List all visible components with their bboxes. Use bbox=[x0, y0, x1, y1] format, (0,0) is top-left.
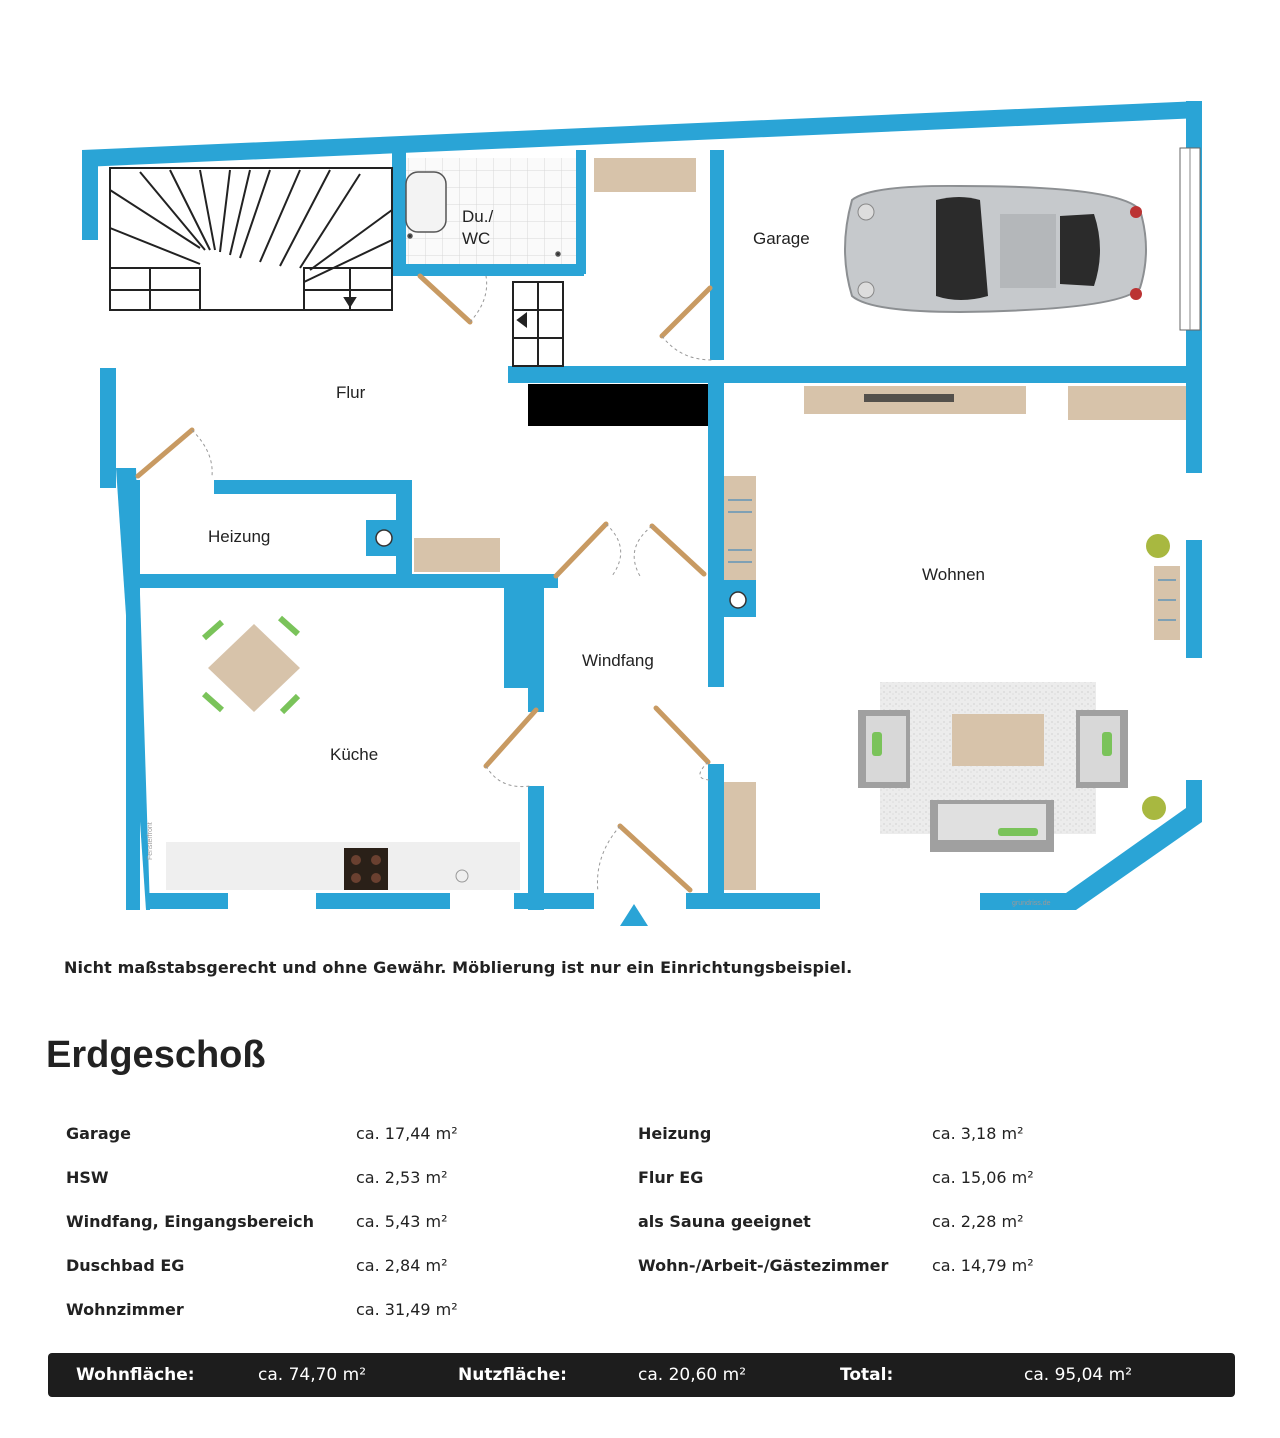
total-value: ca. 95,04 m² bbox=[1024, 1365, 1133, 1385]
label-du-wc-line2: WC bbox=[462, 229, 491, 248]
totals-bar bbox=[48, 1353, 1235, 1397]
label-windfang: Windfang bbox=[582, 651, 654, 670]
area-label: Wohn-/Arbeit-/Gästezimmer bbox=[638, 1256, 889, 1275]
disclaimer: Nicht maßstabsgerecht und ohne Gewähr. Möblierung ist nur ein Einrichtungsbeispiel. bbox=[64, 958, 853, 977]
total-label: Total: bbox=[840, 1365, 894, 1385]
kitchen-counter bbox=[166, 842, 520, 890]
area-label: Flur EG bbox=[638, 1168, 704, 1187]
label-flur: Flur bbox=[336, 383, 366, 402]
watermark: grundriss.de bbox=[1012, 900, 1051, 907]
area-value: ca. 15,06 m² bbox=[932, 1168, 1034, 1187]
car-icon bbox=[845, 186, 1146, 312]
label-heizung: Heizung bbox=[208, 527, 271, 546]
area-label: Garage bbox=[66, 1124, 131, 1143]
page-title: Erdgeschoß bbox=[46, 1034, 266, 1076]
kitchen-table bbox=[204, 618, 300, 712]
area-value: ca. 2,53 m² bbox=[356, 1168, 448, 1187]
area-value: ca. 2,84 m² bbox=[356, 1256, 448, 1275]
area-value: ca. 14,79 m² bbox=[932, 1256, 1034, 1275]
entrance-arrow-icon bbox=[620, 904, 648, 926]
nutzflaeche-value: ca. 20,60 m² bbox=[638, 1365, 747, 1385]
living-room-set bbox=[858, 534, 1170, 852]
nutzflaeche-label: Nutzfläche: bbox=[458, 1365, 567, 1385]
area-value: ca. 2,28 m² bbox=[932, 1212, 1024, 1231]
area-label: Heizung bbox=[638, 1124, 712, 1143]
area-label: HSW bbox=[66, 1168, 109, 1187]
label-du-wc-line1: Du./ bbox=[462, 207, 494, 226]
area-value: ca. 17,44 m² bbox=[356, 1124, 458, 1143]
area-label: Duschbad EG bbox=[66, 1256, 185, 1275]
label-wohnen: Wohnen bbox=[922, 565, 986, 584]
area-label: Wohnzimmer bbox=[66, 1300, 184, 1319]
area-value: ca. 3,18 m² bbox=[932, 1124, 1024, 1143]
area-value: ca. 5,43 m² bbox=[356, 1212, 448, 1231]
side-note: Fensterfront bbox=[147, 822, 154, 860]
wohnflaeche-value: ca. 74,70 m² bbox=[258, 1365, 367, 1385]
area-value: ca. 31,49 m² bbox=[356, 1300, 458, 1319]
label-kueche: Küche bbox=[330, 745, 379, 764]
label-garage: Garage bbox=[753, 229, 810, 248]
redaction-block bbox=[528, 384, 708, 426]
area-label: als Sauna geeignet bbox=[638, 1212, 811, 1231]
area-label: Windfang, Eingangsbereich bbox=[66, 1212, 315, 1231]
wohnflaeche-label: Wohnfläche: bbox=[76, 1365, 195, 1385]
